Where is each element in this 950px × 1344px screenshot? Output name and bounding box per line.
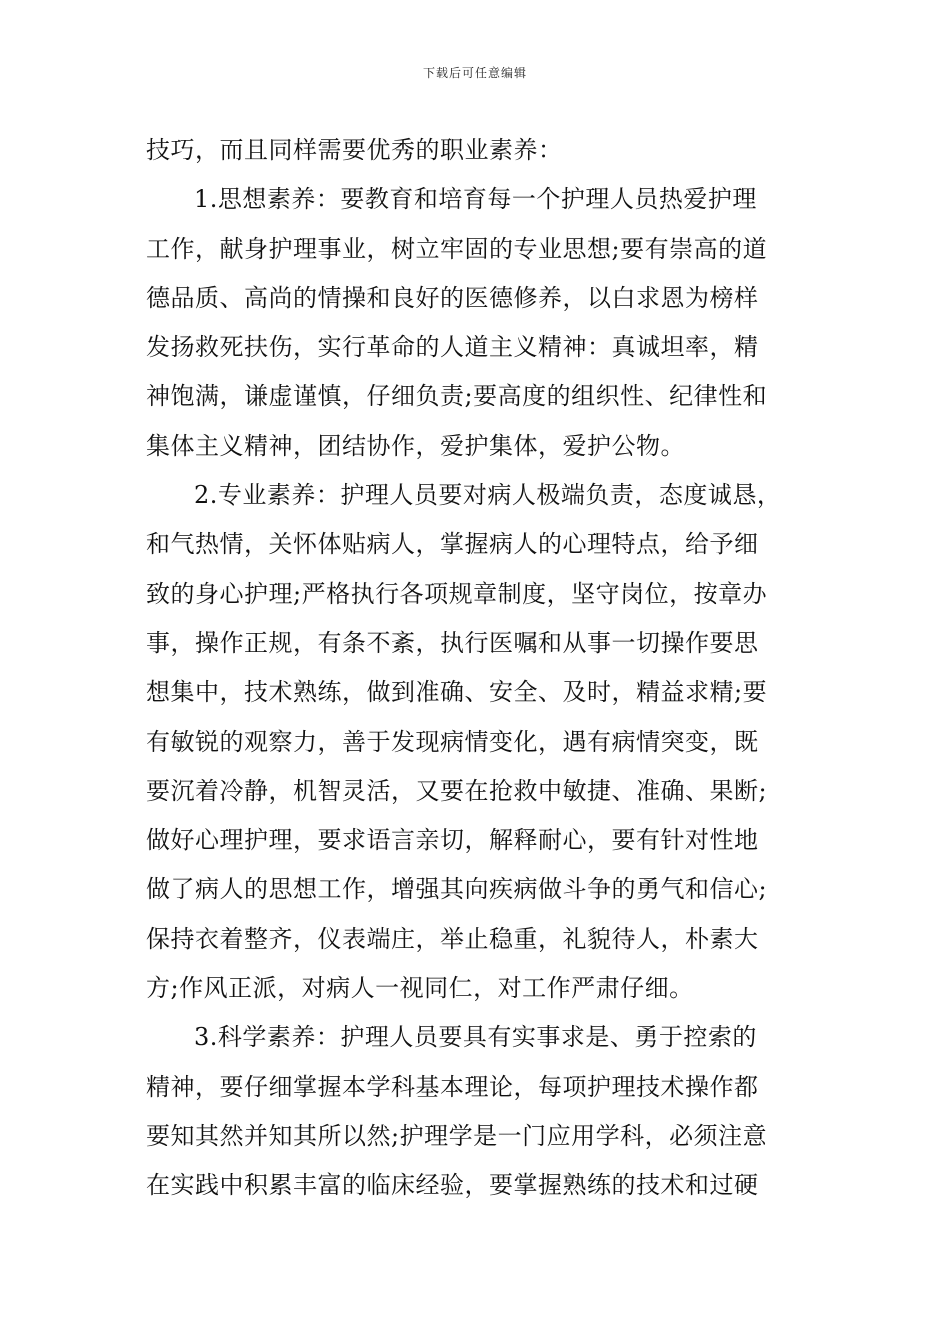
- document-body: [146, 126, 816, 1211]
- text-line: 德品质、高尚的情操和良好的医德修养，以白求恩为榜样: [146, 283, 759, 312]
- text-line: 想集中，技术熟练，做到准确、安全、及时，精益求精;要: [146, 678, 768, 707]
- text-line: 神饱满，谦虚谨慎，仔细负责;要高度的组织性、纪律性和: [146, 382, 768, 411]
- text-line: 保持衣着整齐，仪表端庄，举止稳重，礼貌待人，朴素大: [146, 924, 759, 953]
- text-line: 致的身心护理;严格执行各项规章制度，坚守岗位，按章办: [146, 579, 768, 608]
- text-line: 做了病人的思想工作，增强其向疾病做斗争的勇气和信心;: [146, 875, 768, 904]
- text-line: 发扬救死扶伤，实行革命的人道主义精神：真诚坦率，精: [146, 333, 759, 362]
- paragraph-first-line: 2.专业素养：护理人员要对病人极端负责，态度诚恳，: [194, 481, 782, 510]
- paragraph-first-line: 3.科学素养：护理人员要具有实事求是、勇于控索的: [194, 1023, 757, 1052]
- paragraph-first-line: 1.思想素养：要教育和培育每一个护理人员热爱护理: [194, 185, 757, 214]
- text-line: 方;作风正派，对病人一视同仁，对工作严肃仔细。: [146, 974, 694, 1003]
- text-line: 事，操作正规，有条不紊，执行医嘱和从事一切操作要思: [146, 628, 759, 657]
- text-line: 在实践中积累丰富的临床经验，要掌握熟练的技术和过硬: [146, 1171, 759, 1200]
- text-line: 集体主义精神，团结协作，爱护集体，爱护公物。: [146, 431, 685, 460]
- page-header: 下载后可任意编辑: [422, 66, 527, 80]
- text-line: 精神，要仔细掌握本学科基本理论，每项护理技术操作都: [146, 1072, 759, 1101]
- text-line: 做好心理护理，要求语言亲切，解释耐心，要有针对性地: [146, 826, 759, 855]
- text-line: 要沉着冷静，机智灵活，又要在抢救中敏捷、准确、果断;: [146, 776, 768, 805]
- text-line: 技巧，而且同样需要优秀的职业素养：: [146, 136, 563, 164]
- text-line: 和气热情，关怀体贴病人，掌握病人的心理特点，给予细: [146, 530, 759, 559]
- text-line: 要知其然并知其所以然;护理学是一门应用学科，必须注意: [146, 1121, 768, 1150]
- text-line: 有敏锐的观察力，善于发现病情变化，遇有病情突变，既: [146, 727, 759, 756]
- text-line: 工作，献身护理事业，树立牢固的专业思想;要有崇高的道: [146, 234, 768, 263]
